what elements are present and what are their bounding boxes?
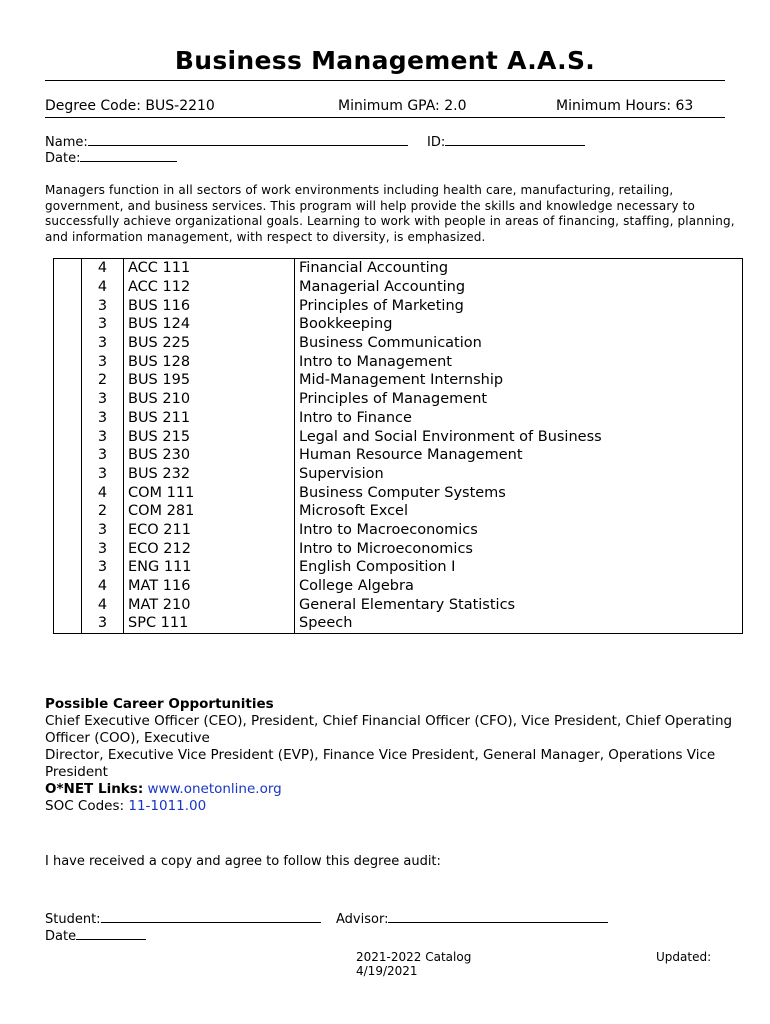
credits-cell: 3 bbox=[82, 296, 124, 315]
id-label: ID: bbox=[427, 135, 446, 150]
table-row bbox=[54, 334, 743, 353]
credits-cell: 3 bbox=[82, 427, 124, 446]
course-code-cell: BUS 124 bbox=[124, 315, 295, 334]
course-name-cell: Mid-Management Internship bbox=[295, 371, 743, 390]
check-cell[interactable] bbox=[54, 352, 82, 371]
id-line[interactable] bbox=[445, 145, 585, 146]
check-cell[interactable] bbox=[54, 296, 82, 315]
minimum-hours: Minimum Hours: 63 bbox=[556, 98, 694, 114]
catalog-date: 4/19/2021 bbox=[356, 964, 418, 978]
course-name-cell: Business Communication bbox=[295, 334, 743, 353]
table-row bbox=[54, 352, 743, 371]
table-row bbox=[54, 465, 743, 484]
table-row bbox=[54, 315, 743, 334]
course-name-cell: Supervision bbox=[295, 465, 743, 484]
credits-cell: 4 bbox=[82, 259, 124, 278]
check-cell[interactable] bbox=[54, 390, 82, 409]
table-row bbox=[54, 296, 743, 315]
check-cell[interactable] bbox=[54, 595, 82, 614]
course-code-cell: BUS 215 bbox=[124, 427, 295, 446]
credits-cell: 4 bbox=[82, 483, 124, 502]
table-row bbox=[54, 259, 743, 278]
course-name-cell: Principles of Marketing bbox=[295, 296, 743, 315]
course-code-cell: COM 111 bbox=[124, 483, 295, 502]
student-signature[interactable] bbox=[45, 912, 321, 927]
agreement-text: I have received a copy and agree to follow this degree audit: bbox=[45, 854, 441, 869]
degree-code: Degree Code: BUS-2210 bbox=[45, 98, 215, 114]
table-row bbox=[54, 521, 743, 540]
catalog-year: 2021-2022 Catalog bbox=[356, 950, 472, 964]
course-name-cell: College Algebra bbox=[295, 577, 743, 596]
student-line[interactable] bbox=[101, 922, 321, 923]
course-name-cell: Intro to Finance bbox=[295, 409, 743, 428]
footer-updated: Updated: bbox=[656, 950, 712, 964]
check-cell[interactable] bbox=[54, 427, 82, 446]
student-label: Student: bbox=[45, 912, 101, 927]
course-name-cell: Financial Accounting bbox=[295, 259, 743, 278]
check-cell[interactable] bbox=[54, 558, 82, 577]
date-label: Date: bbox=[45, 151, 81, 166]
course-code-cell: BUS 230 bbox=[124, 446, 295, 465]
course-name-cell: Legal and Social Environment of Business bbox=[295, 427, 743, 446]
table-row bbox=[54, 502, 743, 521]
check-cell[interactable] bbox=[54, 446, 82, 465]
table-row bbox=[54, 278, 743, 297]
credits-cell: 2 bbox=[82, 502, 124, 521]
check-cell[interactable] bbox=[54, 315, 82, 334]
name-label: Name: bbox=[45, 135, 88, 150]
course-name-cell: General Elementary Statistics bbox=[295, 595, 743, 614]
onet-label: O*NET Links: bbox=[45, 781, 144, 797]
course-code-cell: COM 281 bbox=[124, 502, 295, 521]
credits-cell: 3 bbox=[82, 390, 124, 409]
table-row bbox=[54, 577, 743, 596]
advisor-line[interactable] bbox=[388, 922, 608, 923]
course-code-cell: BUS 232 bbox=[124, 465, 295, 484]
soc-code-link[interactable]: 11-1011.00 bbox=[128, 798, 207, 814]
check-cell[interactable] bbox=[54, 502, 82, 521]
check-cell[interactable] bbox=[54, 577, 82, 596]
name-field[interactable] bbox=[45, 135, 408, 150]
check-cell[interactable] bbox=[54, 278, 82, 297]
credits-cell: 4 bbox=[82, 595, 124, 614]
minimum-gpa: Minimum GPA: 2.0 bbox=[338, 98, 467, 114]
course-code-cell: BUS 195 bbox=[124, 371, 295, 390]
check-cell[interactable] bbox=[54, 334, 82, 353]
credits-cell: 3 bbox=[82, 409, 124, 428]
course-code-cell: ACC 112 bbox=[124, 278, 295, 297]
onet-link[interactable]: www.onetonline.org bbox=[147, 781, 282, 797]
course-name-cell: Intro to Microeconomics bbox=[295, 539, 743, 558]
page-title: Business Management A.A.S. bbox=[174, 46, 596, 75]
course-code-cell: BUS 211 bbox=[124, 409, 295, 428]
course-code-cell: ECO 212 bbox=[124, 539, 295, 558]
credits-cell: 3 bbox=[82, 315, 124, 334]
course-name-cell: Bookkeeping bbox=[295, 315, 743, 334]
advisor-signature[interactable] bbox=[336, 912, 608, 927]
course-code-cell: ENG 111 bbox=[124, 558, 295, 577]
table-row bbox=[54, 390, 743, 409]
table-row bbox=[54, 595, 743, 614]
date-field[interactable] bbox=[45, 151, 177, 166]
credits-cell: 3 bbox=[82, 352, 124, 371]
course-name-cell: Intro to Macroeconomics bbox=[295, 521, 743, 540]
table-row bbox=[54, 558, 743, 577]
credits-cell: 3 bbox=[82, 521, 124, 540]
course-name-cell: Human Resource Management bbox=[295, 446, 743, 465]
course-name-cell: Intro to Management bbox=[295, 352, 743, 371]
signature-date-line[interactable] bbox=[76, 939, 146, 940]
credits-cell: 3 bbox=[82, 558, 124, 577]
course-code-cell: ECO 211 bbox=[124, 521, 295, 540]
course-code-cell: BUS 210 bbox=[124, 390, 295, 409]
course-code-cell: BUS 128 bbox=[124, 352, 295, 371]
table-row bbox=[54, 539, 743, 558]
advisor-label: Advisor: bbox=[336, 912, 389, 927]
course-table bbox=[53, 258, 743, 634]
course-code-cell: BUS 116 bbox=[124, 296, 295, 315]
signature-date[interactable] bbox=[45, 929, 146, 944]
check-cell[interactable] bbox=[54, 465, 82, 484]
header-rule bbox=[45, 117, 725, 118]
title-rule bbox=[45, 80, 725, 81]
table-row bbox=[54, 427, 743, 446]
table-row bbox=[54, 409, 743, 428]
course-name-cell: English Composition I bbox=[295, 558, 743, 577]
course-code-cell: MAT 210 bbox=[124, 595, 295, 614]
credits-cell: 2 bbox=[82, 371, 124, 390]
table-row bbox=[54, 483, 743, 502]
course-code-cell: ACC 111 bbox=[124, 259, 295, 278]
course-name-cell: Managerial Accounting bbox=[295, 278, 743, 297]
signature-date-label: Date bbox=[45, 929, 77, 944]
credits-cell: 3 bbox=[82, 465, 124, 484]
course-name-cell: Principles of Management bbox=[295, 390, 743, 409]
credits-cell: 3 bbox=[82, 446, 124, 465]
course-code-cell: SPC 111 bbox=[124, 614, 295, 633]
check-cell[interactable] bbox=[54, 483, 82, 502]
check-cell[interactable] bbox=[54, 521, 82, 540]
career-list-1: Chief Executive Officer (CEO), President, Chief Financial Officer (CFO), Vice President, Chief Operating Officer (COO), Executive bbox=[45, 713, 733, 746]
course-name-cell: Business Computer Systems bbox=[295, 483, 743, 502]
check-cell[interactable] bbox=[54, 539, 82, 558]
check-cell[interactable] bbox=[54, 371, 82, 390]
table-row bbox=[54, 614, 743, 633]
footer-catalog bbox=[356, 950, 471, 978]
credits-cell: 4 bbox=[82, 577, 124, 596]
career-heading: Possible Career Opportunities bbox=[45, 696, 274, 712]
table-row bbox=[54, 371, 743, 390]
credits-cell: 3 bbox=[82, 539, 124, 558]
table-row bbox=[54, 446, 743, 465]
credits-cell: 3 bbox=[82, 614, 124, 633]
soc-label: SOC Codes: bbox=[45, 798, 125, 814]
check-cell[interactable] bbox=[54, 409, 82, 428]
course-code-cell: MAT 116 bbox=[124, 577, 295, 596]
name-line[interactable] bbox=[88, 145, 408, 146]
course-name-cell: Speech bbox=[295, 614, 743, 633]
check-cell[interactable] bbox=[54, 614, 82, 633]
credits-cell: 3 bbox=[82, 334, 124, 353]
course-name-cell: Microsoft Excel bbox=[295, 502, 743, 521]
credits-cell: 4 bbox=[82, 278, 124, 297]
career-list-2: Director, Executive Vice President (EVP), Finance Vice President, General Manager, Operations Vice President bbox=[45, 747, 716, 780]
career-section bbox=[45, 696, 735, 815]
check-cell[interactable] bbox=[54, 259, 82, 278]
date-line[interactable] bbox=[80, 161, 177, 162]
id-field[interactable] bbox=[427, 135, 585, 150]
course-code-cell: BUS 225 bbox=[124, 334, 295, 353]
program-description: Managers function in all sectors of work environments including health care, manufacturing, retailing, government, and business services. This program will help provide the skills and knowledge necessary to successfully achieve organizational goals. Learning to work with people in areas of financing, staffing, planning, and information management, with respect to diversity, is emphasized. bbox=[45, 183, 735, 244]
